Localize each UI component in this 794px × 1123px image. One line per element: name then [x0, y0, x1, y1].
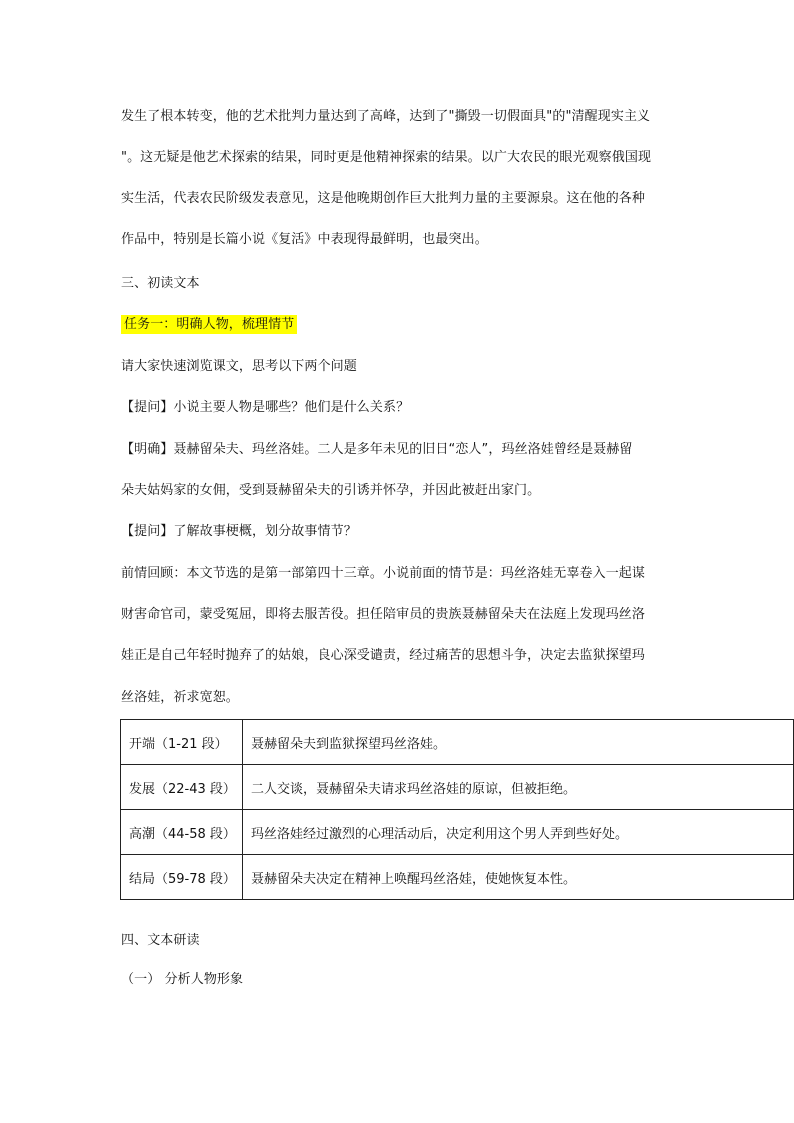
stage-cell: 高潮（44-58 段）	[121, 810, 243, 855]
desc-cell: 二人交谈，聂赫留朵夫请求玛丝洛娃的原谅，但被拒绝。	[243, 765, 794, 810]
section-heading-4: 四、文本研读	[121, 933, 200, 948]
stage-cell: 结局（59-78 段）	[121, 855, 243, 900]
task-highlight: 任务一：明确人物，梳理情节	[121, 315, 297, 334]
task-heading	[121, 315, 681, 335]
paragraph-line: "。这无疑是他艺术探索的结果，同时更是他精神探索的结果。以广大农民的眼光观察俄国现	[121, 150, 652, 165]
table-row	[121, 810, 794, 855]
table-row	[121, 855, 794, 900]
paragraph-line: 作品中，特别是长篇小说《复活》中表现得最鲜明，也最突出。	[121, 232, 488, 247]
answer-1-line: 朵夫姑妈家的女佣，受到聂赫留朵夫的引诱并怀孕，并因此被赶出家门。	[121, 483, 541, 498]
desc-cell: 聂赫留朵夫到监狱探望玛丝洛娃。	[243, 720, 794, 765]
table-row	[121, 765, 794, 810]
stage-cell: 发展（22-43 段）	[121, 765, 243, 810]
desc-cell: 聂赫留朵夫决定在精神上唤醒玛丝洛娃，使她恢复本性。	[243, 855, 794, 900]
paragraph-line: 发生了根本转变，他的艺术批判力量达到了高峰，达到了"撕毁一切假面具"的"清醒现实主义	[121, 109, 651, 124]
subheading-1: （一） 分析人物形象	[121, 972, 244, 987]
background-line: 财害命官司，蒙受冤屈，即将去服苦役。担任陪审员的贵族聂赫留朵夫在法庭上发现玛丝洛	[121, 607, 646, 622]
paragraph-line: 实生活，代表农民阶级发表意见，这是他晚期创作巨大批判力量的主要源泉。这在他的各种	[121, 191, 646, 206]
background-line: 娃正是自己年轻时抛弃了的姑娘，良心深受谴责，经过痛苦的思想斗争，决定去监狱探望玛	[121, 648, 646, 663]
table-row	[121, 720, 794, 765]
question-2: 【提问】了解故事梗概，划分故事情节？	[121, 524, 357, 539]
background-line: 丝洛娃，祈求宽恕。	[121, 690, 239, 705]
question-1: 【提问】小说主要人物是哪些？他们是什么关系？	[121, 400, 410, 415]
stage-cell: 开端（1-21 段）	[121, 720, 243, 765]
plot-table	[120, 719, 794, 900]
desc-cell: 玛丝洛娃经过激烈的心理活动后，决定利用这个男人弄到些好处。	[243, 810, 794, 855]
intro-line: 请大家快速浏览课文，思考以下两个问题	[121, 359, 357, 374]
section-heading-3: 三、初读文本	[121, 276, 200, 291]
background-line: 前情回顾：本文节选的是第一部第四十三章。小说前面的情节是：玛丝洛娃无辜卷入一起谋	[121, 566, 646, 581]
answer-1-line: 【明确】聂赫留朵夫、玛丝洛娃。二人是多年未见的旧日“恋人”，玛丝洛娃曾经是聂赫留	[121, 442, 633, 457]
